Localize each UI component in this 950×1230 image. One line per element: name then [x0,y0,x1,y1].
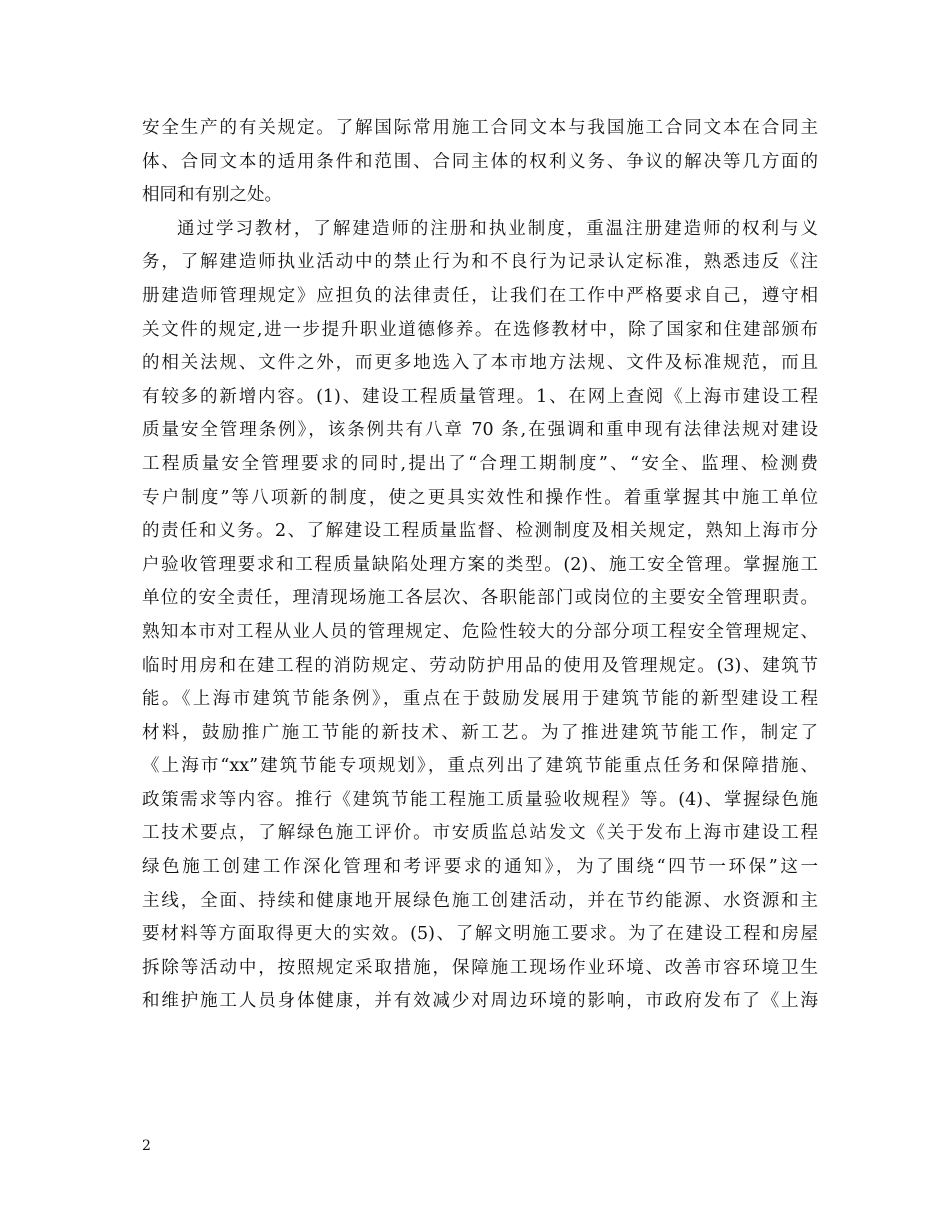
text-line: 能。《上海市建筑节能条例》，重点在于鼓励发展用于建筑节能的新型建设工程 [142,689,818,710]
text-line: 通过学习教材，了解建造师的注册和执业制度，重温注册建造师的权利与义 [177,218,818,239]
text-line: 体、合同文本的适用条件和范围、合同主体的权利义务、争议的解决等几方面的 [142,151,818,172]
text-line: 政策需求等内容。推行《建筑节能工程施工质量验收规程》等。(4)、掌握绿色施 [142,789,818,810]
paragraph-1 [142,112,818,213]
text-line: 绿色施工创建工作深化管理和考评要求的通知》，为了围绕“四节一环保”这一 [142,857,818,878]
text-line: 工程质量安全管理要求的同时,提出了“合理工期制度”、“安全、监理、检测费 [142,453,818,474]
text-line: 熟知本市对工程从业人员的管理规定、危险性较大的分部分项工程安全管理规定、 [142,621,818,642]
text-line: 务，了解建造师执业活动中的禁止行为和不良行为记录认定标准，熟悉违反《注 [142,252,818,273]
paragraph-2 [142,213,818,1019]
text-line: 专户制度”等八项新的制度，使之更具实效性和操作性。着重掌握其中施工单位 [142,487,818,508]
text-line: 要材料等方面取得更大的实效。(5)、了解文明施工要求。为了在建设工程和房屋 [142,924,818,945]
text-line: 单位的安全责任，理清现场施工各层次、各职能部门或岗位的主要安全管理职责。 [142,588,818,609]
text-line: 质量安全管理条例》，该条例共有八章 70 条,在强调和重申现有法律法规对建设 [142,420,818,441]
document-body [142,112,818,1019]
page-number: 2 [142,1138,151,1154]
text-line: 主线，全面、持续和健康地开展绿色施工创建活动，并在节约能源、水资源和主 [142,890,818,911]
text-line: 材料，鼓励推广施工节能的新技术、新工艺。为了推进建筑节能工作，制定了 [142,722,818,743]
text-line: 户验收管理要求和工程质量缺陷处理方案的类型。(2)、施工安全管理。掌握施工 [142,554,818,575]
text-line: 和维护施工人员身体健康，并有效减少对周边环境的影响，市政府发布了《上海 [142,991,818,1012]
text-line: 的责任和义务。2、了解建设工程质量监督、检测制度及相关规定，熟知上海市分 [142,521,818,542]
text-line: 的相关法规、文件之外，而更多地选入了本市地方法规、文件及标准规范，而且 [142,353,818,374]
text-line: 安全生产的有关规定。了解国际常用施工合同文本与我国施工合同文本在合同主 [142,118,818,138]
text-line: 临时用房和在建工程的消防规定、劳动防护用品的使用及管理规定。(3)、建筑节 [142,655,818,676]
text-line: 工技术要点，了解绿色施工评价。市安质监总站发文《关于发布上海市建设工程 [142,823,818,844]
text-line: 《上海市“xx”建筑节能专项规划》，重点列出了建筑节能重点任务和保障措施、 [142,756,818,777]
text-line: 有较多的新增内容。(1)、建设工程质量管理。1、在网上查阅《上海市建设工程 [142,386,818,407]
text-line: 拆除等活动中，按照规定采取措施，保障施工现场作业环境、改善市容环境卫生 [142,957,818,978]
text-line: 相同和有别之处。 [142,185,282,206]
text-line: 册建造师管理规定》应担负的法律责任，让我们在工作中严格要求自己，遵守相 [142,285,818,306]
text-line: 关文件的规定,进一步提升职业道德修养。在选修教材中，除了国家和住建部颁布 [142,319,818,340]
